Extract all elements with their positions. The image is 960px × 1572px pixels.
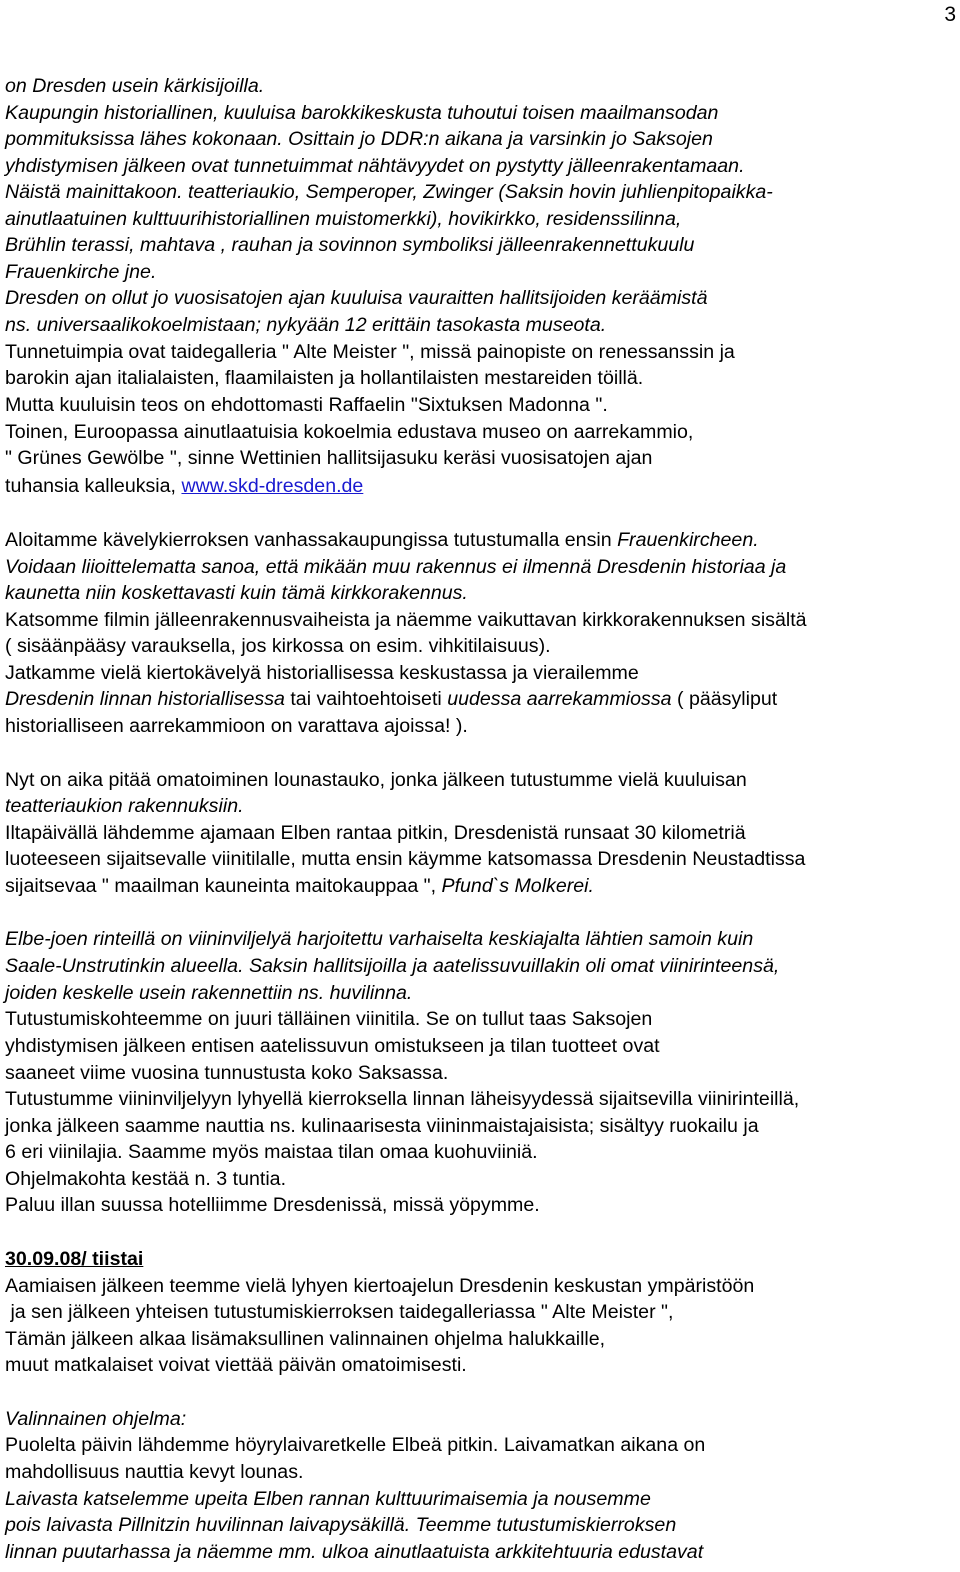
text-line: Iltapäivällä lähdemme ajamaan Elben rantaa pitkin, Dresdenistä runsaat 30 kilometriä [5,822,746,844]
text-line: Tunnetuimpia ovat taidegalleria " Alte Meister ", missä painopiste on renessanssin ja [5,341,735,363]
text-line: Elbe-joen rinteillä on viininviljelyä harjoitettu varhaiselta keskiajalta lähtien samoin kuin [5,928,754,950]
text-line [5,873,594,899]
text-line: Tutustumiskohteemme on juuri tälläinen viinitila. Se on tullut taas Saksojen [5,1008,653,1030]
section-label: Valinnainen ohjelma: [5,1408,187,1430]
text-line: ainutlaatuinen kulttuurihistoriallinen muistomerkki), hovikirkko, residenssilinna, [5,208,682,230]
text-line: ns. universaalikokoelmistaan; nykyään 12 erittäin tasokasta museota. [5,314,607,336]
text-line: Saale-Unstrutinkin alueella. Saksin hallitsijoilla ja aatelissuvuillakin oli omat viinirinteensä, [5,955,780,977]
text-span: Aloitamme kävelykierroksen vanhassakaupungissa tutustumalla ensin [5,529,618,551]
text-line: Ohjelmakohta kestää n. 3 tuntia. [5,1168,287,1190]
text-line: Aamiaisen jälkeen teemme vielä lyhyen kiertoajelun Dresdenin keskustan ympäristöön [5,1275,755,1297]
text-line: ja sen jälkeen yhteisen tutustumiskierroksen taidegalleriassa " Alte Meister ", [5,1301,674,1323]
text-line: saaneet viime vuosina tunnustusta koko Saksassa. [5,1062,449,1084]
italic-span: Frauenkircheen. [617,529,759,551]
italic-span: Pfund`s Molkerei. [441,875,594,897]
text-line: ( sisäänpääsy varauksella, jos kirkossa on esim. vihkitilaisuus). [5,635,551,657]
italic-span: Dresdenin linnan historiallisessa [5,688,285,710]
text-line: Dresden on ollut jo vuosisatojen ajan kuuluisa vauraitten hallitsijoiden keräämistä [5,287,708,309]
text-line: yhdistymisen jälkeen ovat tunnetuimmat nähtävyydet on pystytty jälleenrakentamaan. [5,155,745,177]
text-line: barokin ajan italialaisten, flaamilaisten ja hollantilaisten mestareiden töillä. [5,367,644,389]
text-line: Kaupungin historiallinen, kuuluisa barokkikeskusta tuhoutui toisen maailmansodan [5,102,719,124]
text-line: luoteeseen sijaitsevalle viinitilalle, mutta ensin käymme katsomassa Dresdenin Neustadtissa [5,848,806,870]
text-line: linnan puutarhassa ja näemme mm. ulkoa ainutlaatuista arkkitehtuuria edustavat [5,1541,704,1563]
text-line: joiden keskelle usein rakennettiin ns. huvilinna. [5,982,413,1004]
page-number: 3 [944,3,956,26]
text-line: pois laivasta Pillnitzin huvilinnan laivapysäkillä. Teemme tutustumiskierroksen [5,1514,677,1536]
text-line: teatteriaukion rakennuksiin. [5,795,244,817]
text-span: sijaitsevaa " maailman kauneinta maitokauppaa ", [5,875,442,897]
text-line [5,686,777,712]
text-line: " Grünes Gewölbe ", sinne Wettinien hallitsijasuku keräsi vuosisatojen ajan [5,447,653,469]
text-line: Tämän jälkeen alkaa lisämaksullinen valinnainen ohjelma halukkaille, [5,1328,606,1350]
text-line: mahdollisuus nauttia kevyt lounas. [5,1461,304,1483]
text-span: tuhansia kalleuksia, [5,475,182,497]
text-line: Mutta kuuluisin teos on ehdottomasti Raffaelin "Sixtuksen Madonna ". [5,394,608,416]
website-link[interactable]: www.skd-dresden.de [181,475,364,497]
text-line: on Dresden usein kärkisijoilla. [5,75,265,97]
text-line: Laivasta katselemme upeita Elben rannan kulttuurimaisemia ja nousemme [5,1488,651,1510]
text-line: Voidaan liioittelematta sanoa, että mikään muu rakennus ei ilmennä Dresdenin historiaa ja [5,556,787,578]
date-heading: 30.09.08/ tiistai [5,1248,144,1270]
text-line: Frauenkirche jne. [5,261,157,283]
text-line: Näistä mainittakoon. teatteriaukio, Semperoper, Zwinger (Saksin hovin juhlienpitopaikka- [5,181,773,203]
text-line: 6 eri viinilajia. Saamme myös maistaa tilan omaa kuohuviiniä. [5,1141,538,1163]
text-line [5,527,759,553]
text-span: ( pääsyliput [671,688,778,710]
text-line: yhdistymisen jälkeen entisen aatelissuvun omistukseen ja tilan tuotteet ovat [5,1035,660,1057]
text-line: Brühlin terassi, mahtava , rauhan ja sovinnon symboliksi jälleenrakennettukuulu [5,234,695,256]
text-line: jonka jälkeen saamme nauttia ns. kulinaarisesta viininmaistajaisista; sisältyy ruokailu ja [5,1115,759,1137]
text-line: muut matkalaiset voivat viettää päivän omatoimisesti. [5,1354,467,1376]
text-line: Nyt on aika pitää omatoiminen lounastauko, jonka jälkeen tutustumme vielä kuuluisan [5,769,747,791]
text-line: Puolelta päivin lähdemme höyrylaivaretkelle Elbeä pitkin. Laivamatkan aikana on [5,1434,706,1456]
text-line: Toinen, Euroopassa ainutlaatuisia kokoelmia edustava museo on aarrekammio, [5,421,694,443]
italic-span: uudessa aarrekammiossa [447,688,672,710]
text-line: Paluu illan suussa hotelliimme Dresdenissä, missä yöpymme. [5,1194,540,1216]
text-span: tai vaihtoehtoiseti [284,688,448,710]
text-line: pommituksissa lähes kokonaan. Osittain jo DDR:n aikana ja varsinkin jo Saksojen [5,128,713,150]
text-line: Katsomme filmin jälleenrakennusvaiheista ja näemme vaikuttavan kirkkorakennuksen sisältä [5,609,807,631]
text-line: Jatkamme vielä kiertokävelyä historiallisessa keskustassa ja vierailemme [5,662,639,684]
text-line [5,473,363,499]
text-line: kaunetta niin koskettavasti kuin tämä kirkkorakennus. [5,582,468,604]
text-line: Tutustumme viininviljelyyn lyhyellä kierroksella linnan läheisyydessä sijaitsevilla viinirinteillä, [5,1088,800,1110]
text-line: historialliseen aarrekammioon on varattava ajoissa! ). [5,715,468,737]
